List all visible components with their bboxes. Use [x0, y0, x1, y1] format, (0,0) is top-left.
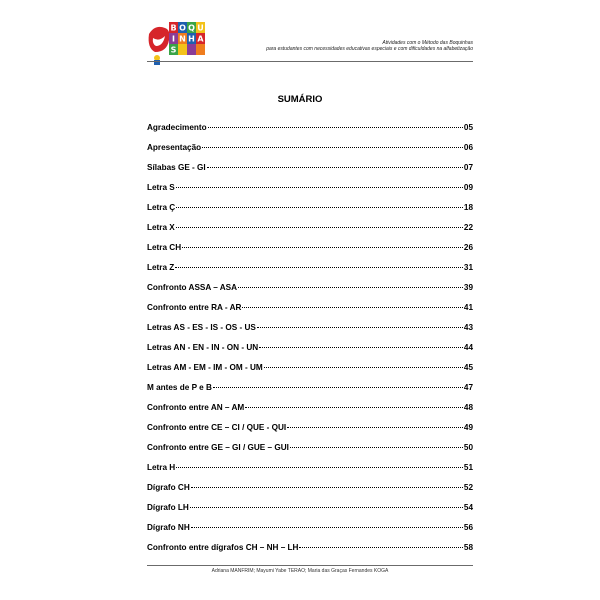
toc-entry-label: Letras AM - EM - IM - OM - UM	[147, 363, 263, 372]
toc-entry-label: Letra CH	[147, 243, 182, 252]
toc-entry-page: 54	[463, 503, 473, 512]
toc-leader-dots	[176, 466, 463, 468]
toc-leader-dots	[208, 126, 463, 128]
toc-entry	[147, 443, 473, 463]
toc-entry-label: Letras AN - EN - IN - ON - UN	[147, 343, 259, 352]
toc-leader-dots	[176, 186, 463, 188]
toc-entry	[147, 183, 473, 203]
toc-leader-dots	[176, 206, 463, 208]
toc-entry-label: Dígrafo NH	[147, 523, 190, 532]
toc-leader-dots	[202, 146, 463, 148]
toc-entry	[147, 323, 473, 343]
toc-entry-page: 39	[463, 283, 473, 292]
toc-entry-label: Letras AS - ES - IS - OS - US	[147, 323, 256, 332]
toc-entry-page: 48	[463, 403, 473, 412]
toc-entry-label: Agradecimento	[147, 123, 207, 132]
footer-divider	[147, 565, 473, 566]
header-line-1: Atividades com o Método das Boquinhas	[382, 40, 473, 46]
toc-entry	[147, 363, 473, 383]
toc-entry-label: Confronto entre GE – GI / GUE – GUI	[147, 443, 289, 452]
svg-text:N: N	[179, 34, 186, 44]
svg-text:Q: Q	[188, 23, 195, 33]
toc-entry-label: Confronto entre dígrafos CH – NH – LH	[147, 543, 299, 552]
toc-entry-label: Letra Ç	[147, 203, 176, 212]
toc-entry-label: Apresentação	[147, 143, 202, 152]
toc-entry-page: 49	[463, 423, 473, 432]
toc-entry-page: 06	[463, 143, 473, 152]
toc-entry	[147, 263, 473, 283]
toc-leader-dots	[176, 226, 463, 228]
toc-entry	[147, 243, 473, 263]
toc-entry	[147, 143, 473, 163]
table-of-contents	[147, 123, 473, 563]
svg-text:S: S	[170, 45, 177, 55]
toc-leader-dots	[290, 446, 463, 448]
toc-entry-page: 58	[463, 543, 473, 552]
toc-entry-page: 56	[463, 523, 473, 532]
toc-leader-dots	[191, 486, 463, 488]
toc-entry-page: 41	[463, 303, 473, 312]
toc-entry	[147, 203, 473, 223]
toc-entry	[147, 303, 473, 323]
toc-entry-page: 45	[463, 363, 473, 372]
toc-entry	[147, 283, 473, 303]
page-title: SUMÁRIO	[277, 94, 323, 105]
toc-leader-dots	[213, 386, 463, 388]
toc-entry	[147, 503, 473, 523]
svg-text:O: O	[179, 23, 186, 33]
toc-entry-page: 52	[463, 483, 473, 492]
svg-text:H: H	[188, 34, 195, 44]
toc-entry-page: 31	[463, 263, 473, 272]
toc-entry	[147, 383, 473, 403]
toc-entry-page: 43	[463, 323, 473, 332]
toc-entry-page: 50	[463, 443, 473, 452]
toc-entry-label: Dígrafo LH	[147, 503, 189, 512]
toc-entry-page: 22	[463, 223, 473, 232]
toc-leader-dots	[299, 546, 462, 548]
toc-entry-label: Letra H	[147, 463, 176, 472]
toc-leader-dots	[190, 506, 463, 508]
toc-entry-label: Dígrafo CH	[147, 483, 190, 492]
toc-entry-label: Letra Z	[147, 263, 175, 272]
toc-entry	[147, 163, 473, 183]
toc-leader-dots	[175, 266, 463, 268]
toc-entry-page: 07	[463, 163, 473, 172]
toc-leader-dots	[257, 326, 463, 328]
toc-entry-page: 05	[463, 123, 473, 132]
toc-entry-label: Confronto entre AN – AM	[147, 403, 245, 412]
footer-authors: Adriana MANFRIM; Mayumi Yabe TERAO; Maria das Graças Fernandes KOGA	[211, 568, 389, 574]
toc-leader-dots	[264, 366, 463, 368]
toc-entry-label: Confronto entre CE – CI / QUE - QUI	[147, 423, 287, 432]
toc-entry-label: Letra X	[147, 223, 175, 232]
toc-entry-page: 26	[463, 243, 473, 252]
toc-entry-page: 47	[463, 383, 473, 392]
toc-entry	[147, 483, 473, 503]
toc-entry	[147, 403, 473, 423]
toc-entry-page: 18	[463, 203, 473, 212]
svg-text:U: U	[197, 23, 204, 33]
toc-entry-label: Confronto ASSA – ASA	[147, 283, 238, 292]
toc-leader-dots	[259, 346, 463, 348]
toc-entry	[147, 123, 473, 143]
svg-text:B: B	[170, 23, 177, 33]
toc-entry	[147, 223, 473, 243]
toc-leader-dots	[182, 246, 463, 248]
header-line-2: para estudantes com necessidades educativas especiais e com dificuldades na alfabetização	[266, 46, 473, 52]
toc-entry-label: Sílabas GE - GI	[147, 163, 206, 172]
toc-entry	[147, 523, 473, 543]
toc-entry-page: 51	[463, 463, 473, 472]
toc-leader-dots	[238, 286, 463, 288]
toc-entry-label: Confronto entre RA - AR	[147, 303, 242, 312]
svg-text:I: I	[172, 34, 175, 44]
toc-leader-dots	[245, 406, 463, 408]
toc-entry	[147, 343, 473, 363]
toc-leader-dots	[207, 166, 463, 168]
toc-entry-page: 09	[463, 183, 473, 192]
toc-entry	[147, 463, 473, 483]
boquinhas-logo	[147, 18, 217, 66]
toc-leader-dots	[242, 306, 462, 308]
header-divider	[147, 61, 473, 62]
toc-entry-label: Letra S	[147, 183, 175, 192]
toc-leader-dots	[287, 426, 463, 428]
toc-leader-dots	[191, 526, 463, 528]
toc-entry-page: 44	[463, 343, 473, 352]
toc-entry	[147, 423, 473, 443]
header-text	[266, 40, 473, 52]
svg-text:A: A	[197, 34, 204, 44]
toc-entry	[147, 543, 473, 563]
toc-entry-label: M antes de P e B	[147, 383, 212, 392]
